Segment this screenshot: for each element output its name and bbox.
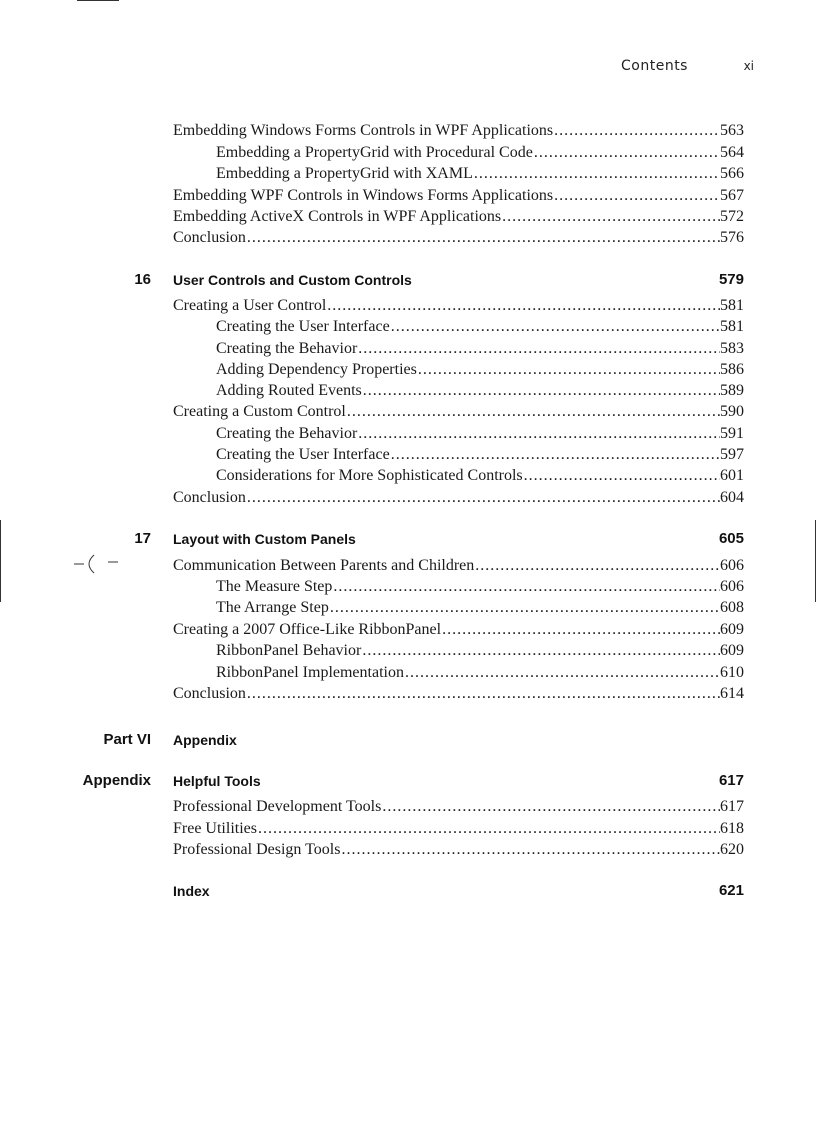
toc-entry-title: Creating the User Interface: [216, 318, 390, 335]
chapter-heading[interactable]: [70, 271, 744, 291]
dot-leader: [358, 339, 720, 359]
toc-entry-title: Adding Dependency Properties: [216, 361, 417, 378]
dot-leader: [247, 228, 720, 248]
toc-entry[interactable]: [173, 296, 744, 316]
toc-entry-page: 606: [720, 557, 744, 574]
toc-entry-title: RibbonPanel Implementation: [216, 664, 404, 681]
dot-leader: [442, 620, 720, 640]
toc-entry[interactable]: [216, 424, 744, 444]
toc-entry[interactable]: [216, 577, 744, 597]
toc-entry-title: Embedding a PropertyGrid with XAML: [216, 165, 473, 182]
toc-entry-page: 618: [720, 820, 744, 837]
dot-leader: [474, 164, 720, 184]
toc-entry[interactable]: [216, 339, 744, 359]
toc-entry[interactable]: [173, 207, 744, 227]
toc-entry-page: 583: [720, 340, 744, 357]
running-head-title: Contents: [621, 58, 688, 74]
toc-entry-title: Conclusion: [173, 229, 246, 246]
toc-entry-title: Adding Routed Events: [216, 382, 362, 399]
toc-entry[interactable]: [216, 143, 744, 163]
toc-entry[interactable]: [173, 840, 744, 860]
chapter-page: 617: [718, 772, 744, 789]
toc-entry-page: 590: [720, 403, 744, 420]
running-head: [560, 58, 754, 78]
dot-leader: [554, 121, 720, 141]
dot-leader: [258, 819, 720, 839]
toc-entry[interactable]: [173, 121, 744, 141]
toc-entry[interactable]: [216, 381, 744, 401]
toc-entry-title: Creating the User Interface: [216, 446, 390, 463]
toc-entry-title: The Measure Step: [216, 578, 333, 595]
toc-entry-page: 604: [720, 489, 744, 506]
dot-leader: [247, 684, 720, 704]
toc-entry-title: Embedding WPF Controls in Windows Forms Applications: [173, 187, 554, 204]
toc-entry[interactable]: [173, 402, 744, 422]
toc-entry-title: Creating a Custom Control: [173, 403, 346, 420]
index-title: Index: [173, 883, 210, 899]
toc-entry-title: Conclusion: [173, 489, 246, 506]
dot-leader: [475, 556, 720, 576]
toc-entry-title: Professional Development Tools: [173, 798, 382, 815]
chapter-heading[interactable]: [70, 530, 744, 550]
dot-leader: [330, 598, 720, 618]
index-page: 621: [718, 882, 744, 899]
registration-mark-icon: [72, 550, 124, 578]
toc-entry-page: 597: [720, 446, 744, 463]
toc-entry-page: 586: [720, 361, 744, 378]
dot-leader: [347, 402, 720, 422]
toc-entry-page: 581: [720, 318, 744, 335]
dot-leader: [418, 360, 720, 380]
dot-leader: [382, 797, 720, 817]
dot-leader: [362, 641, 720, 661]
dot-leader: [524, 466, 720, 486]
toc-entry-title: Free Utilities: [173, 820, 257, 837]
chapter-number: 16: [134, 271, 151, 288]
toc-entry-page: 581: [720, 297, 744, 314]
toc-entry-title: Creating a 2007 Office-Like RibbonPanel: [173, 621, 442, 638]
crop-mark-left: [0, 520, 1, 602]
toc-entry-page: 567: [720, 187, 744, 204]
toc-entry-page: 576: [720, 229, 744, 246]
dot-leader: [405, 663, 720, 683]
part-number: Part VI: [103, 731, 151, 748]
toc-entry-page: 564: [720, 144, 744, 161]
crop-mark-top: [77, 0, 119, 1]
dot-leader: [502, 207, 720, 227]
toc-entry-title: Embedding Windows Forms Controls in WPF Applications: [173, 122, 554, 139]
toc-entry-title: Creating a User Control: [173, 297, 327, 314]
toc-entry-page: 566: [720, 165, 744, 182]
chapter-title: Layout with Custom Panels: [173, 531, 356, 547]
toc-entry[interactable]: [173, 620, 744, 640]
toc-entry-page: 589: [720, 382, 744, 399]
toc-entry[interactable]: [173, 228, 744, 248]
chapter-title: Helpful Tools: [173, 773, 261, 789]
chapter-page: 605: [718, 530, 744, 547]
part-heading[interactable]: [70, 731, 744, 751]
running-head-page-number: xi: [743, 59, 754, 73]
toc-entry-title: Creating the Behavior: [216, 425, 358, 442]
toc-entry[interactable]: [216, 445, 744, 465]
dot-leader: [391, 317, 720, 337]
toc-entry-page: 609: [720, 621, 744, 638]
dot-leader: [534, 143, 720, 163]
chapter-number: Appendix: [82, 772, 151, 789]
dot-leader: [327, 296, 720, 316]
toc-entry[interactable]: [173, 684, 744, 704]
toc-entry[interactable]: [216, 663, 744, 683]
toc-entry[interactable]: [173, 797, 744, 817]
chapter-heading[interactable]: [70, 772, 744, 792]
dot-leader: [358, 424, 720, 444]
toc-entry[interactable]: [173, 819, 744, 839]
toc-entry-title: Embedding a PropertyGrid with Procedural Code: [216, 144, 533, 161]
toc-entry-page: 610: [720, 664, 744, 681]
toc-entry-page: 609: [720, 642, 744, 659]
toc-entry-title: Considerations for More Sophisticated Controls: [216, 467, 523, 484]
toc-entry-title: The Arrange Step: [216, 599, 329, 616]
toc-entry[interactable]: [216, 598, 744, 618]
dot-leader: [391, 445, 720, 465]
part-title: Appendix: [173, 732, 237, 748]
toc-entry-page: 617: [720, 798, 744, 815]
dot-leader: [554, 186, 720, 206]
index-heading[interactable]: [70, 882, 744, 902]
toc-entry-title: Creating the Behavior: [216, 340, 358, 357]
toc-entry-title: Communication Between Parents and Children: [173, 557, 475, 574]
toc-entry-page: 608: [720, 599, 744, 616]
toc-entry-page: 601: [720, 467, 744, 484]
dot-leader: [333, 577, 720, 597]
toc-entry-title: Conclusion: [173, 685, 246, 702]
toc-entry-title: Embedding ActiveX Controls in WPF Applications: [173, 208, 502, 225]
toc-entry[interactable]: [216, 164, 744, 184]
toc-entry[interactable]: [216, 360, 744, 380]
dot-leader: [363, 381, 720, 401]
toc-entry-page: 620: [720, 841, 744, 858]
dot-leader: [341, 840, 720, 860]
toc-entry-title: RibbonPanel Behavior: [216, 642, 362, 659]
chapter-number: 17: [134, 530, 151, 547]
dot-leader: [247, 488, 720, 508]
chapter-title: User Controls and Custom Controls: [173, 272, 412, 288]
toc-entry[interactable]: [173, 488, 744, 508]
toc-entry[interactable]: [216, 466, 744, 486]
toc-entry-page: 591: [720, 425, 744, 442]
toc-entry[interactable]: [173, 556, 744, 576]
toc-entry-page: 563: [720, 122, 744, 139]
toc-entry[interactable]: [216, 317, 744, 337]
chapter-page: 579: [718, 271, 744, 288]
toc-entry-page: 606: [720, 578, 744, 595]
toc-entry-page: 572: [720, 208, 744, 225]
toc-entry-page: 614: [720, 685, 744, 702]
toc-entry[interactable]: [216, 641, 744, 661]
toc-entry[interactable]: [173, 186, 744, 206]
toc-entry-title: Professional Design Tools: [173, 841, 341, 858]
